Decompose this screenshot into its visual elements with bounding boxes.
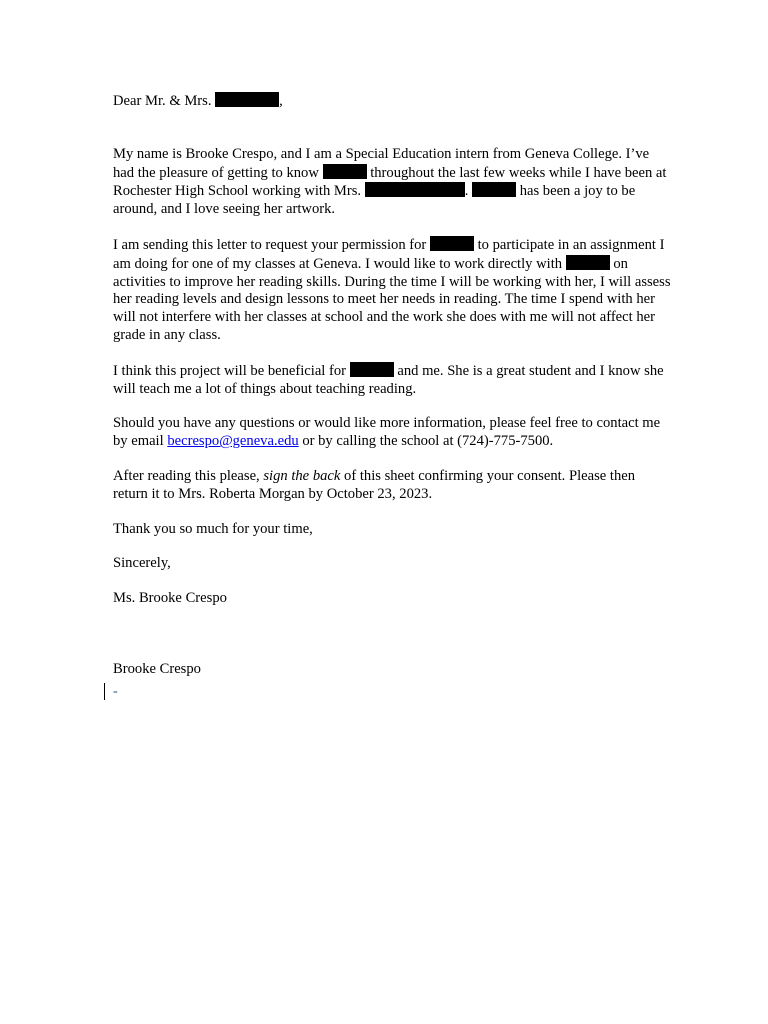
consent-emphasis: sign the back [263,467,341,484]
redacted-student-name [323,164,367,179]
intro-text-1: My name is Brooke Crespo, and I am a Special Education intern from Geneva College. I’ve had the pleasure of getting to know [113,145,650,181]
text-cursor [104,683,105,700]
redacted-student-name [566,255,610,270]
contact-text-2: or by calling the school at (724)-775-7500. [302,433,554,450]
paragraph-contact [113,415,673,451]
intro-text-3: . [464,183,469,200]
paragraph-introduction [113,146,673,219]
thanks-line: Thank you so much for your time, [113,520,313,537]
salutation-comma: , [279,93,283,109]
trailing-mark: - [113,684,118,699]
benefit-text-1: I think this project will be beneficial for [113,362,347,379]
intro-text-2: throughout the last few weeks while I have been at Rochester High School working with Mrs. [113,164,667,200]
paragraph-request [113,236,673,345]
closing-line: Sincerely, [113,555,171,572]
redacted-student-name [472,182,516,197]
salutation [113,92,673,111]
paragraph-consent [113,468,673,504]
salutation-text: Dear Mr. & Mrs. [113,93,212,109]
typed-name: Brooke Crespo [113,660,201,677]
redacted-teacher-name [365,182,465,197]
redacted-student-name [350,362,394,377]
benefit-text-2: and me. She is a great student and I know she will teach me a lot of things about teaching reading. [113,362,664,397]
email-link[interactable]: becrespo@geneva.edu [167,433,299,450]
intro-text-4: has been a joy to be around, and I love seeing her artwork. [113,183,636,218]
consent-text-1: After reading this please, [113,467,260,484]
redacted-student-name [430,236,474,251]
request-text-1: I am sending this letter to request your permission for [113,236,427,253]
signature-name: Ms. Brooke Crespo [113,590,227,607]
letter-body [113,92,673,679]
paragraph-benefit [113,362,673,399]
request-text-3: on activities to improve her reading skills. During the time I will be working with her, I will assess her reading levels and design lessons to meet her needs in reading. The time I spend with her will not interfere with her classes at school and the work she does with me will not affect her grade in any class. [113,255,671,343]
request-text-2: to participate in an assignment I am doing for one of my classes at Geneva. I would like to work directly with [113,236,665,272]
contact-text-1: Should you have any questions or would like more information, please feel free to contact me by email [113,415,661,450]
redacted-last-name [215,92,279,107]
consent-text-2: of this sheet confirming your consent. Please then return it to Mrs. Roberta Morgan by October 23, 2023. [113,467,636,502]
